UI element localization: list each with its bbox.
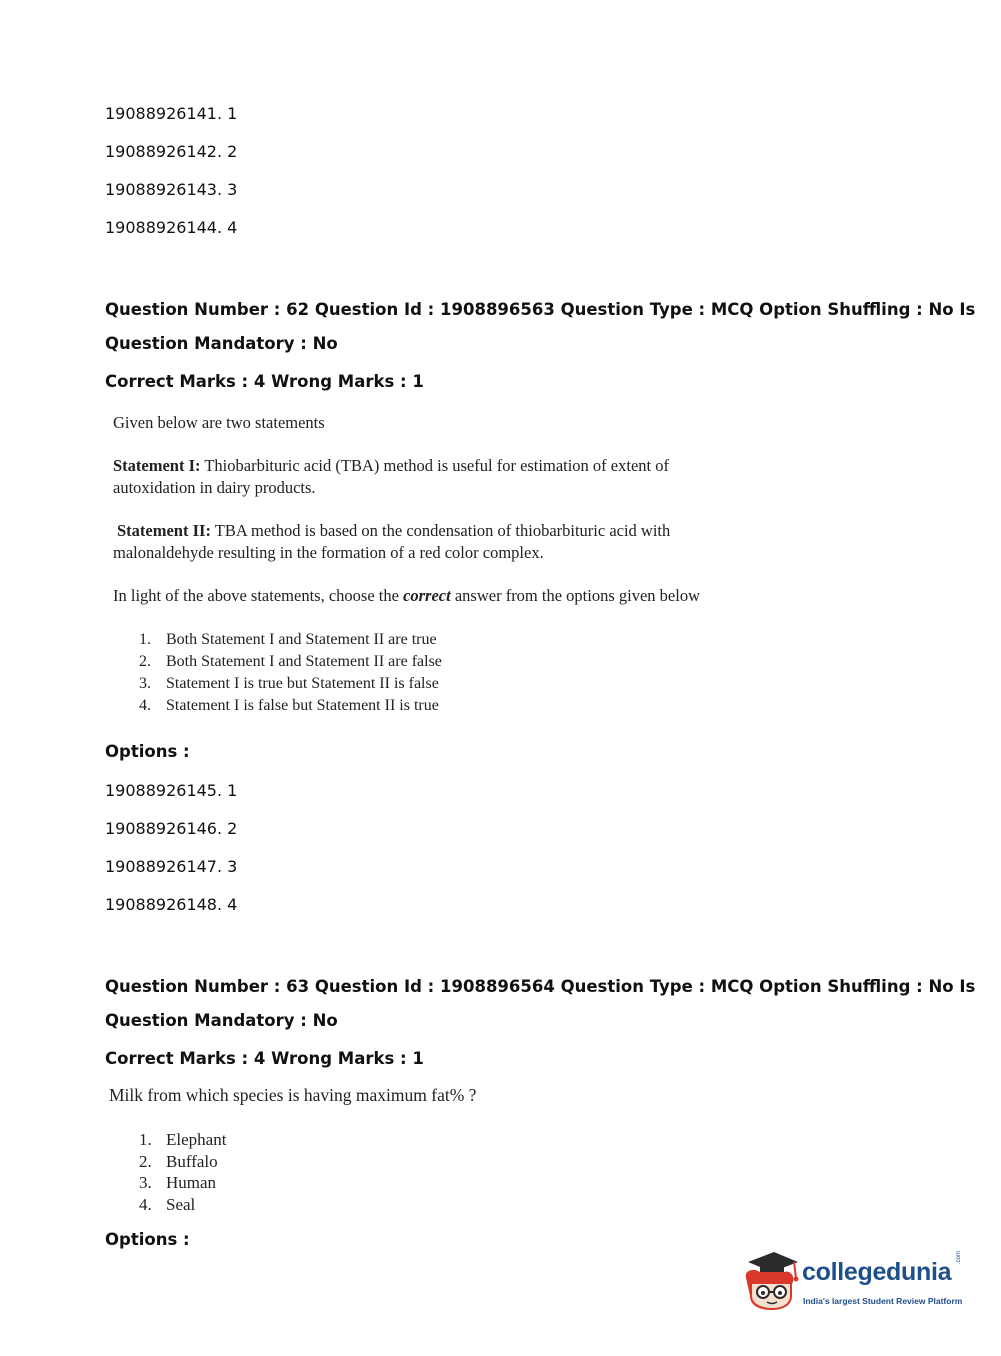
q62-statement-1-line1: Statement I: Thiobarbituric acid (TBA) method is useful for estimation of extent of (113, 456, 669, 475)
q63-options-label: Options : (105, 1230, 190, 1249)
q62-statement-2-line2: malonaldehyde resulting in the formation of a red color complex. (113, 543, 544, 562)
q62-marks: Correct Marks : 4 Wrong Marks : 1 (105, 372, 424, 391)
q62-choice-list (139, 629, 442, 717)
q63-header-line2: Question Mandatory : No (105, 1011, 338, 1030)
q63-marks: Correct Marks : 4 Wrong Marks : 1 (105, 1049, 424, 1068)
q62-option-4: 19088926148. 4 (105, 895, 238, 914)
q63-choice: 4. Seal (139, 1194, 196, 1214)
prev-option-3: 19088926143. 3 (105, 180, 238, 199)
q62-header-line2: Question Mandatory : No (105, 334, 338, 353)
mascot-icon (740, 1248, 800, 1316)
prev-option-2: 19088926142. 2 (105, 142, 238, 161)
q62-option-2: 19088926146. 2 (105, 819, 238, 838)
q62-choice: 3. Statement I is true but Statement II is false (139, 675, 439, 692)
q63-choice: 3. Human (139, 1173, 217, 1192)
q62-instruction: In light of the above statements, choose the correct answer from the options given below (113, 586, 700, 605)
q62-choice: 1. Both Statement I and Statement II are true (139, 631, 437, 648)
q62-statement-2-line1: Statement II: TBA method is based on the condensation of thiobarbituric acid with (117, 521, 671, 540)
q63-choice-list (139, 1129, 226, 1215)
q63-choice: 2. Buffalo (139, 1151, 218, 1171)
logo-brand: collegedunia (802, 1258, 952, 1286)
logo-tagline: India's largest Student Review Platform (803, 1296, 963, 1306)
q63-choice: 1. Elephant (139, 1130, 227, 1149)
q62-statement-2-label: Statement II: (117, 521, 211, 540)
q62-header-line1: Question Number : 62 Question Id : 1908896563 Question Type : MCQ Option Shuffling : No Is (105, 300, 976, 319)
q62-intro: Given below are two statements (113, 413, 325, 432)
prev-option-4: 19088926144. 4 (105, 218, 238, 237)
q62-option-3: 19088926147. 3 (105, 857, 238, 876)
q62-options-label: Options : (105, 742, 190, 761)
q62-statement-1-line2: autoxidation in dairy products. (113, 478, 316, 497)
q62-statement-1-label: Statement I: (113, 456, 201, 475)
q63-question: Milk from which species is having maximum fat% ? (109, 1085, 477, 1105)
prev-option-1: 19088926141. 1 (105, 104, 238, 123)
q62-option-1: 19088926145. 1 (105, 781, 238, 800)
collegedunia-logo (740, 1248, 968, 1320)
q63-header-line1: Question Number : 63 Question Id : 1908896564 Question Type : MCQ Option Shuffling : No Is (105, 977, 976, 996)
q62-choice: 4. Statement I is false but Statement II is true (139, 697, 439, 714)
logo-suffix: .com (956, 1250, 962, 1264)
q62-choice: 2. Both Statement I and Statement II are false (139, 653, 442, 670)
